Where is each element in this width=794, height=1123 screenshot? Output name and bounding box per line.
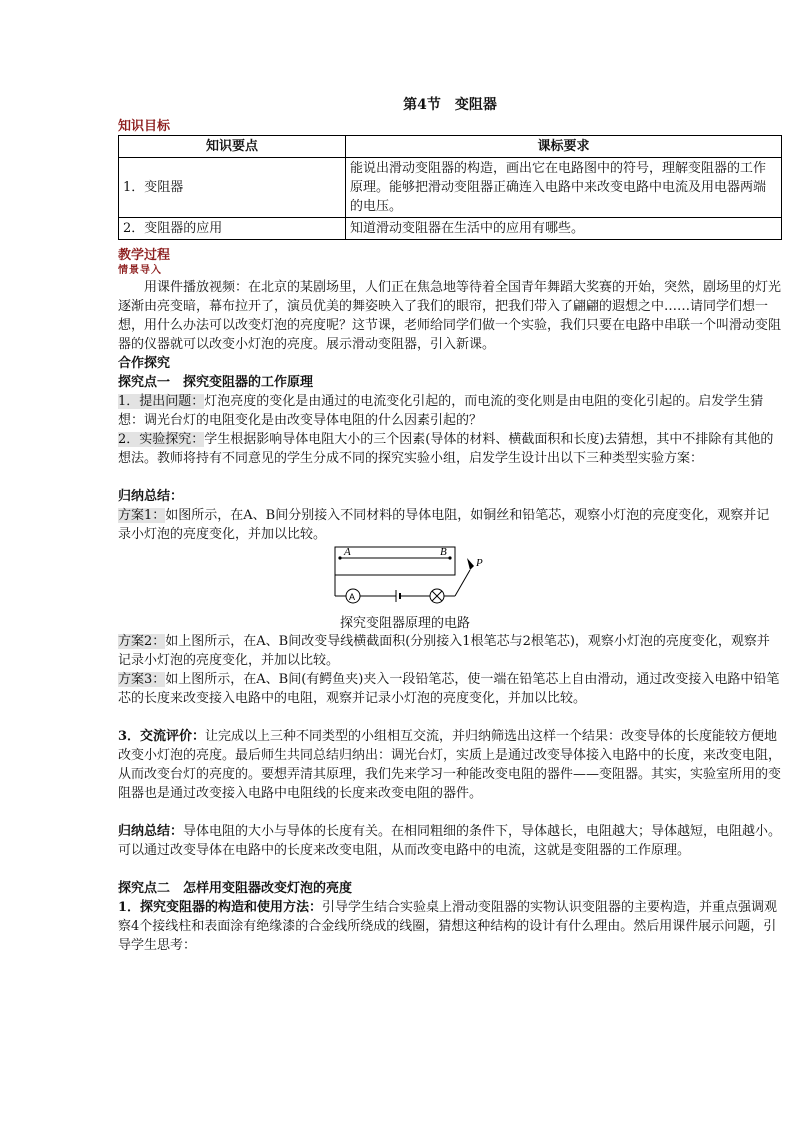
table-header-point: 知识要点 <box>119 136 346 158</box>
question-2-text: 学生根据影响导体电阻大小的三个因素(导体的材料、横截面积和长度)去猜想，其中不排除有其他的想法。教师将持有不同意见的学生分成不同的探究实验小组，启发学生设计出以下三种类型实验方案： <box>118 432 774 466</box>
table-header-row <box>119 136 782 158</box>
label-p: P <box>476 557 483 569</box>
question-2 <box>118 430 782 468</box>
table-row <box>119 158 782 218</box>
question-3-text: 让完成以上三种不同类型的小组相互交流，并归纳筛选出这样一个结果：改变导体的长度能较方便地改变小灯泡的亮度。最后师生共同总结归纳出：调光台灯，实质上是通过改变导体接入电路中的长度，来改变电阻，从而改变台灯的亮度的。要想弄清其原理，我们先来学习一种能改变电阻的器件——变阻器。其实，实验室所用的变阻器也是通过改变接入电路中电阻线的长度来改变电阻的器件。 <box>118 729 782 801</box>
scenario-intro-text: 用课件播放视频：在北京的某剧场里，人们正在焦急地等待着全国青年舞蹈大奖赛的开始，突然，剧场里的灯光逐渐由亮变暗，幕布拉开了，演员优美的舞姿映入了我们的眼帘，把我们带入了翩翩的遐想之中……请同学们想一想，用什么办法可以改变灯泡的亮度呢？这节课，老师给同学们做一个实验，我们只要在电路中串联一个叫滑动变阻器的仪器就可以改变小灯泡的亮度。展示滑动变阻器，引入新课。 <box>118 280 782 352</box>
slider-wire <box>455 570 470 596</box>
circuit-figure <box>118 544 782 632</box>
question-1-label: 1．提出问题： <box>118 394 205 409</box>
question-1-text: 灯泡亮度的变化是由通过的电流变化引起的，而电流的变化则是由电阻的变化引起的。启发学生猜想：调光台灯的电阻变化是由改变导体电阻的什么因素引起的？ <box>118 394 764 428</box>
label-b: B <box>440 546 447 558</box>
table-header-requirement: 课标要求 <box>346 136 782 158</box>
document-page <box>118 96 782 955</box>
point-2-item-1-label: 1．探究变阻器的构造和使用方法： <box>118 900 323 915</box>
point-2-item-1 <box>118 898 782 955</box>
plan-1-text: 如图所示，在A、B间分别接入不同材料的导体电阻，如铜丝和铅笔芯，观察小灯泡的亮度变化，观察并记录小灯泡的亮度变化，并加以比较。 <box>118 508 770 542</box>
table-cell-requirement: 知道滑动变阻器在生活中的应用有哪些。 <box>346 218 782 240</box>
figure-caption: 探究变阻器原理的电路 <box>340 616 471 631</box>
cooperative-inquiry-heading: 合作探究 <box>118 356 171 371</box>
plan-2-label: 方案2： <box>118 634 166 649</box>
table-row <box>119 218 782 240</box>
table-cell-point: 1．变阻器 <box>119 158 346 218</box>
label-a: A <box>344 546 351 558</box>
plan-2 <box>118 632 782 670</box>
knowledge-goals-heading: 知识目标 <box>118 119 171 134</box>
plan-2-text: 如上图所示，在A、B间改变导线横截面积(分别接入1根笔芯与2根笔芯)，观察小灯泡的亮度变化，观察并记录小灯泡的亮度变化，并加以比较。 <box>118 634 770 668</box>
knowledge-goals-table <box>118 135 782 240</box>
plan-3 <box>118 670 782 708</box>
question-3-label: 3．交流评价： <box>118 729 206 744</box>
inquiry-point-2-heading: 探究点二 怎样用变阻器改变灯泡的亮度 <box>118 881 353 896</box>
summary-2-text: 导体电阻的大小与导体的长度有关。在相同粗细的条件下，导体越长，电阻越大；导体越短，电阻越小。可以通过改变导体在电路中的长度来改变电阻，从而改变电路中的电流，这就是变阻器的工作原理。 <box>118 824 782 858</box>
plan-1 <box>118 506 782 544</box>
table-cell-requirement: 能说出滑动变阻器的构造，画出它在电路图中的符号，理解变阻器的工作原理。能够把滑动变阻器正确连入电路中来改变电路中电流及用电器两端的电压。 <box>346 158 782 218</box>
page-title: 第4节 变阻器 <box>403 97 497 113</box>
question-1 <box>118 392 782 430</box>
summary-2-label: 归纳总结： <box>118 824 184 839</box>
circuit-diagram <box>118 544 782 614</box>
plan-1-label: 方案1： <box>118 508 166 523</box>
ammeter-label: A <box>349 592 356 602</box>
question-3 <box>118 727 782 803</box>
slider-clip-icon <box>467 558 474 570</box>
plan-3-label: 方案3： <box>118 672 166 687</box>
table-cell-point: 2．变阻器的应用 <box>119 218 346 240</box>
summary-2 <box>118 822 782 860</box>
point-2-item-1-text: 引导学生结合实验桌上滑动变阻器的实物认识变阻器的主要构造，并重点强调观察4个接线柱和表面涂有绝缘漆的合金线所绕成的线圈，猜想这种结构的设计有什么理由。然后用课件展示问题，引导学生思考： <box>118 900 778 953</box>
question-2-label: 2．实验探究： <box>118 432 205 447</box>
scenario-intro-heading: 情景导入 <box>118 265 162 276</box>
inquiry-point-1-heading: 探究点一 探究变阻器的工作原理 <box>118 375 314 390</box>
plan-3-text: 如上图所示，在A、B间(有鳄鱼夹)夹入一段铅笔芯，使一端在铅笔芯上自由滑动，通过改变接入电路中铅笔芯的长度来改变接入电路中的电阻，观察并记录小灯泡的亮度变化，并加以比较。 <box>118 672 780 706</box>
teaching-process-heading: 教学过程 <box>118 248 171 263</box>
summary-label: 归纳总结： <box>118 489 184 504</box>
